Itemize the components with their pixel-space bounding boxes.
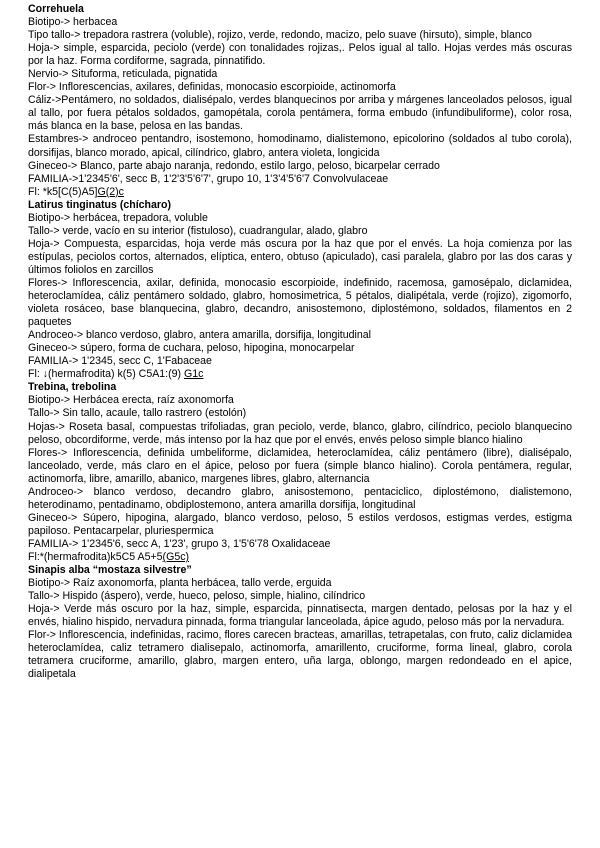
line-gineceo: Gineceo-> Súpero, hipogina, alargado, blanco verdoso, peloso, 5 estilos verdosos, estigmas verdes, estigma papiloso. Pentacarpelar, pluriespermica bbox=[28, 511, 572, 537]
line-tallo: Tallo-> Sin tallo, acaule, tallo rastrero (estolón) bbox=[28, 407, 247, 420]
line-familia: FAMILIA-> 1'2345, secc C, 1'Fabaceae bbox=[28, 355, 212, 368]
line-biotipo: Biotipo-> Herbácea erecta, raíz axonomorfa bbox=[28, 394, 234, 407]
line-nervio: Nervio-> Situforma, reticulada, pignatida bbox=[28, 68, 218, 81]
floral-formula bbox=[28, 368, 572, 381]
line-flores: Flores-> Inflorescencia, axilar, definida, monocasio escorpioide, indefinido, racemosa, gamosépalo, diclamidea, heteroclamídea, cáliz pentámero soldado, glabro, homosimetrica, 5 pétalos, dialipétala, verde (rojizo), zigomorfo, violeta rosáceo, base blanquecina, glabro, decandro, anisostemono, diplostémono, soldados, filamentos en 2 paquetes bbox=[28, 276, 572, 329]
line-gineceo: Gineceo-> Blanco, parte abajo naranja, redondo, estilo largo, peloso, bicarpelar cerrado bbox=[28, 159, 440, 172]
formula-text: Fl: ↓(hermafrodita) k(5) C5A1:(9) bbox=[28, 368, 184, 381]
line-hoja: Hoja-> Compuesta, esparcidas, hoja verde más oscura por la haz que por el envés. La hoja comienza por las estípulas, peciolos cortos, alternados, elíptica, entero, obtuso (apiculado), casi paralela, glabro por las dos caras y últimos foliolos en zarcillos bbox=[28, 237, 572, 276]
line-biotipo: Biotipo-> herbácea, trepadora, voluble bbox=[28, 211, 208, 224]
line-androceo: Androceo-> blanco verdoso, decandro glabro, anisostemono, pentaciclico, diplostémono, dialistemono, heterodinamo, pentadinamo, obdiplostemono, antera amarilla dorsifija, longitudinal bbox=[28, 485, 572, 511]
line-flor: Flor-> Inflorescencias, axilares, definidas, monocasio escorpioide, actinomorfa bbox=[28, 81, 396, 94]
section-latirus bbox=[28, 199, 572, 382]
line-familia: FAMILIA->1'2345'6', secc B, 1'2'3'5'6'7', grupo 10, 1'3'4'5'6'7 Convolvulaceae bbox=[28, 172, 389, 185]
line-hoja: Hoja-> simple, esparcida, peciolo (verde) con tonalidades rojizas,. Pelos igual al tallo. Hojas verdes más oscuras por la haz. Forma cordiforme, sagrada, pinnatifido. bbox=[28, 42, 572, 68]
section-title: Sinapis alba “mostaza silvestre” bbox=[28, 564, 192, 577]
line-estambres: Estambres-> androceo pentandro, isostemono, homodinamo, dialistemono, epicolorino (soldados al tubo corola), dorsifijas, blanco morado, apical, cilíndrico, glabro, antera violeta, longicida bbox=[28, 133, 572, 159]
section-title: Correhuela bbox=[28, 3, 84, 15]
floral-formula bbox=[28, 551, 572, 564]
formula-underlined: (G5c) bbox=[162, 550, 190, 563]
line-androceo: Androceo-> blanco verdoso, glabro, antera amarilla, dorsifija, longitudinal bbox=[28, 329, 372, 342]
section-title: Latirus tinginatus (chícharo) bbox=[28, 198, 172, 211]
formula-text: Fl: *k5[C(5)A5] bbox=[28, 185, 98, 198]
formula-underlined: G(2)c bbox=[97, 185, 124, 198]
line-tallo: Tipo tallo-> trepadora rastrera (voluble), rojizo, verde, redondo, macizo, pelo suave (hirsuto), simple, blanco bbox=[28, 29, 532, 42]
line-tallo: Tallo-> Hispido (áspero), verde, hueco, peloso, simple, hialino, cilíndrico bbox=[28, 590, 366, 603]
line-flor: Flor-> Inflorescencia, indefinidas, racimo, flores carecen bracteas, amarillas, tetrapetalas, con fruto, caliz diclamidea heteroclamídea, caliz tetramero dialisepalo, actinomorfa, amarillento, cruciforme, forma lineal, glabro, corola tetramera cruciforme, amarillo, glabro, margen entero, uña larga, oblongo, margen redondeado en el apice, dialipetala bbox=[28, 629, 572, 681]
line-biotipo: Biotipo-> herbacea bbox=[28, 16, 118, 29]
section-title: Trebina, trebolina bbox=[28, 381, 117, 394]
section-correhuela bbox=[28, 3, 572, 199]
line-biotipo: Biotipo-> Raíz axonomorfa, planta herbácea, tallo verde, erguida bbox=[28, 577, 332, 590]
line-familia: FAMILIA-> 1'2345'6, secc A, 1'23', grupo 3, 1'5'6'78 Oxalidaceae bbox=[28, 537, 331, 550]
line-flores: Flores-> Inflorescencia, definida umbeliforme, diclamidea, heteroclamídea, cáliz pentámero (libre), dialisépalo, lanceolado, verde, más claro en el ápice, peloso por fuera (simple blanco hialino). Corola pentámera, regular, actinomorfa, libre, amarillo, abanico, margenes libres, glabro, alternancia bbox=[28, 446, 572, 485]
line-caliz: Cáliz->Pentámero, no soldados, dialisépalo, verdes blanquecinos por arriba y márgenes lanceolados pelosos, igual al tallo, por fuera pétalos soldados, gamopétala, corola pentámera, forma embudo (infundibuliforme), color rosa, más blanca en la base, pelosa en las bandas. bbox=[28, 94, 572, 133]
section-trebina bbox=[28, 381, 572, 564]
floral-formula bbox=[28, 186, 572, 199]
line-hojas: Hojas-> Roseta basal, compuestas trifoliadas, gran peciolo, verde, blanco, glabro, cilíndrico, peciolo blanquecino peloso, obcordiforme, verde, más intenso por la haz que por el envés, envés peloso simple blanco hialino bbox=[28, 420, 572, 446]
line-hoja: Hoja-> Verde más oscuro por la haz, simple, esparcida, pinnatisecta, margen dentado, pelosas por la haz y el envés, hialino hispido, nervadura pinnada, forma triangular lanceolada, ápice agudo, peloso más por la nervadura. bbox=[28, 603, 572, 629]
line-gineceo: Gineceo-> súpero, forma de cuchara, peloso, hipogina, monocarpelar bbox=[28, 342, 355, 355]
line-tallo: Tallo-> verde, vacío en su interior (fistuloso), cuadrangular, alado, glabro bbox=[28, 224, 368, 237]
formula-underlined: G1c bbox=[184, 368, 204, 381]
section-sinapis bbox=[28, 564, 572, 681]
formula-text: Fl:*(hermafrodita)k5C5 A5+5 bbox=[28, 550, 163, 563]
